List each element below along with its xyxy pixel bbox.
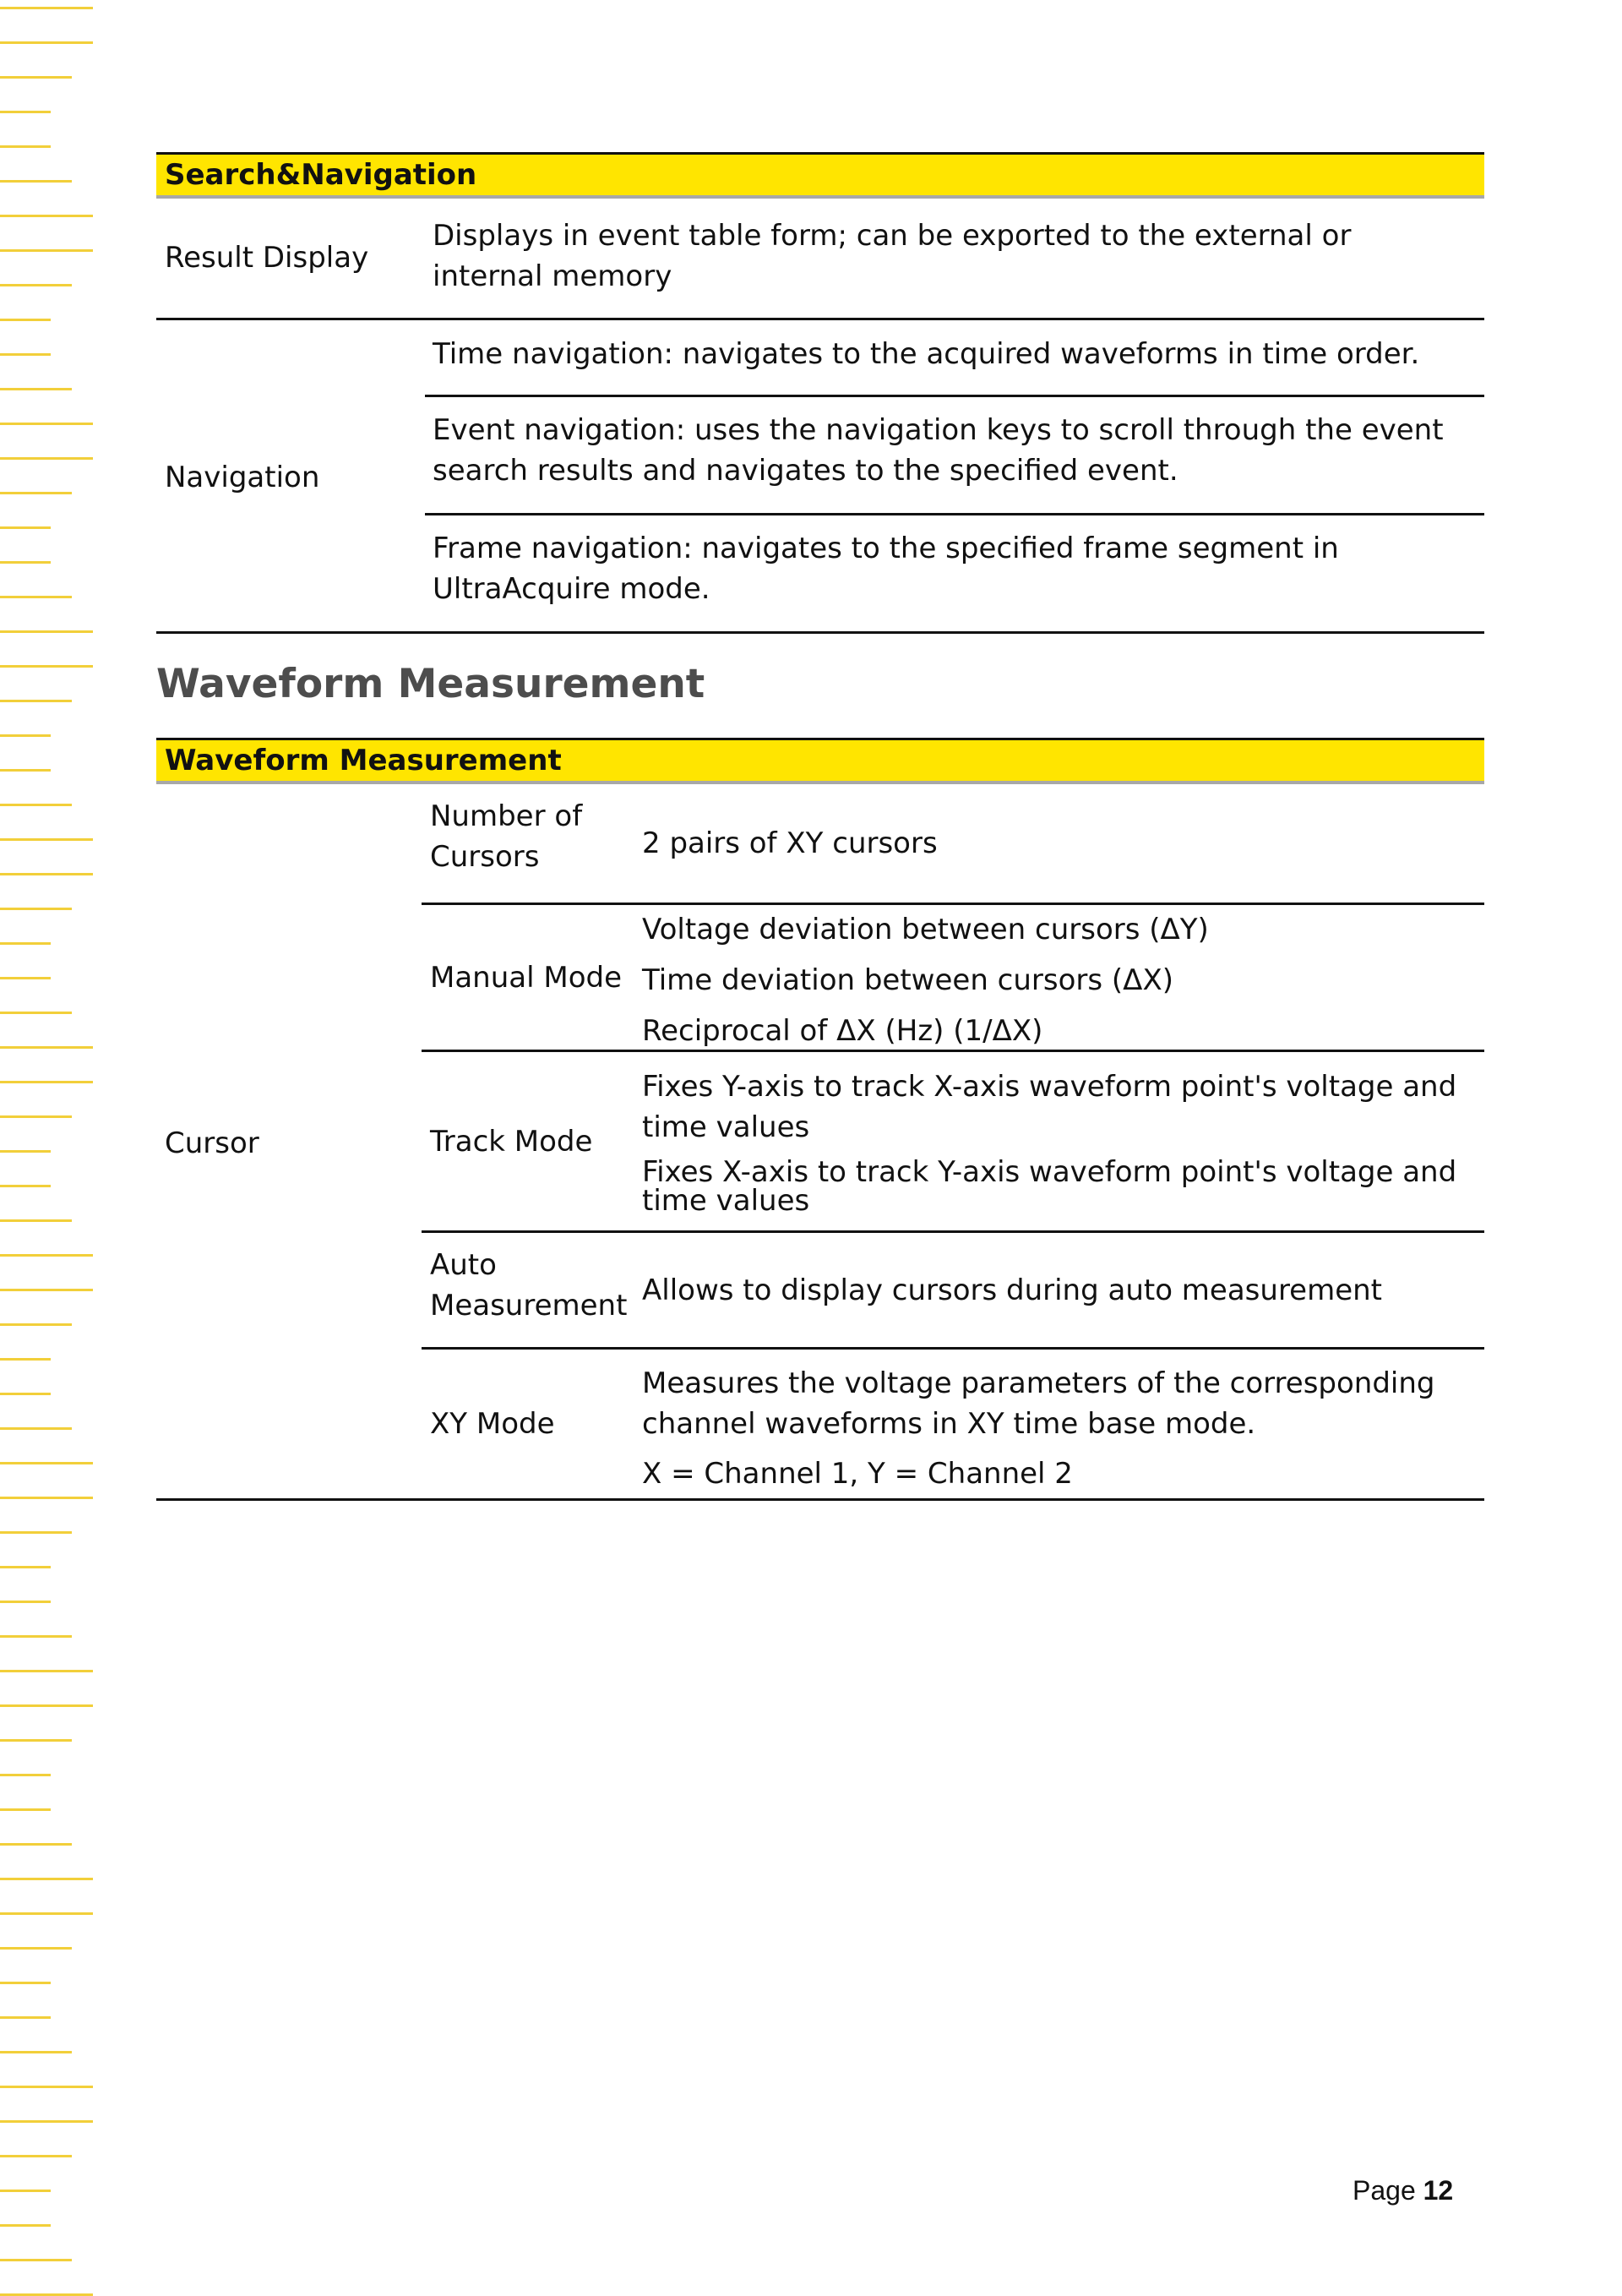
- navigation-label: Navigation: [165, 461, 320, 494]
- side-decoration-line: [0, 76, 72, 79]
- row-divider: [425, 395, 1484, 397]
- side-decoration-line: [0, 665, 93, 668]
- side-decoration-line: [0, 284, 72, 286]
- side-decoration-line: [0, 423, 93, 425]
- table-header: Waveform Measurement: [156, 738, 1484, 784]
- auto-measurement-label: Auto Measurement: [430, 1248, 628, 1323]
- row-divider: [425, 513, 1484, 515]
- search-navigation-body: [156, 199, 1484, 638]
- side-decoration-line: [0, 2086, 93, 2088]
- side-decoration-line: [0, 1601, 51, 1603]
- side-decoration-line: [0, 1427, 72, 1430]
- side-decoration-line: [0, 838, 93, 841]
- section-title: Waveform Measurement: [156, 661, 705, 707]
- number-of-cursors-value: 2 pairs of XY cursors: [642, 826, 938, 860]
- side-decoration-line: [0, 596, 72, 598]
- side-decoration-line: [0, 1947, 72, 1950]
- side-decoration-line: [0, 2120, 93, 2123]
- side-decoration-line: [0, 1704, 93, 1707]
- side-decoration-line: [0, 630, 93, 633]
- xy-mode-label: XY Mode: [430, 1407, 555, 1441]
- side-decoration-line: [0, 319, 51, 321]
- row-divider: [422, 1347, 1484, 1350]
- side-decoration-line: [0, 977, 51, 979]
- side-decoration-line: [0, 1012, 72, 1014]
- side-decoration-line: [0, 1878, 93, 1880]
- page-number: [1353, 2175, 1453, 2206]
- side-decoration-line: [0, 1462, 93, 1464]
- side-decoration-line: [0, 1289, 93, 1291]
- side-decoration-line: [0, 526, 51, 529]
- side-decoration-line: [0, 700, 72, 702]
- result-display-value: Displays in event table form; can be exported to the external or internal memory: [433, 219, 1352, 293]
- side-decoration-line: [0, 1843, 72, 1846]
- xy-mode-value-1: Measures the voltage parameters of the corresponding channel waveforms in XY time base mode.: [642, 1366, 1435, 1441]
- table-bottom-border: [156, 1498, 1484, 1501]
- track-mode-label: Track Mode: [430, 1125, 593, 1159]
- waveform-measurement-table: [156, 738, 1484, 784]
- side-decoration-line: [0, 2155, 72, 2157]
- time-navigation-text: Time navigation: navigates to the acquired waveforms in time order.: [433, 337, 1420, 371]
- side-decoration-line: [0, 1982, 51, 1984]
- side-decoration-line: [0, 561, 51, 564]
- row-divider: [156, 318, 1484, 320]
- side-decoration-line: [0, 1635, 72, 1638]
- event-navigation-text: Event navigation: uses the navigation keys to scroll through the event search results and navigates to the specified event.: [433, 413, 1444, 488]
- side-decoration-line: [0, 769, 51, 772]
- side-decoration-line: [0, 353, 51, 356]
- side-decoration-line: [0, 2190, 51, 2192]
- track-mode-value-1: Fixes Y-axis to track X-axis waveform point's voltage and time values: [642, 1070, 1457, 1144]
- side-decoration-line: [0, 457, 93, 460]
- side-decoration-line: [0, 1046, 93, 1049]
- search-navigation-table: [156, 152, 1484, 199]
- side-decoration-line: [0, 2051, 72, 2053]
- table-bottom-border: [156, 631, 1484, 634]
- side-decoration-line: [0, 1081, 93, 1083]
- side-decoration-line: [0, 1358, 51, 1361]
- side-decoration-line: [0, 804, 72, 806]
- side-decoration-line: [0, 1323, 72, 1326]
- side-decoration-line: [0, 111, 51, 113]
- manual-mode-value-3: Reciprocal of ΔX (Hz) (1/ΔX): [642, 1014, 1043, 1048]
- side-decoration-line: [0, 873, 93, 875]
- side-decoration-line: [0, 2224, 51, 2227]
- side-decoration-line: [0, 1393, 51, 1395]
- frame-navigation-text: Frame navigation: navigates to the specified frame segment in UltraAcquire mode.: [433, 532, 1339, 606]
- side-decoration-line: [0, 388, 72, 390]
- side-decoration-line: [0, 1219, 72, 1222]
- side-decoration-line: [0, 1739, 72, 1742]
- side-decoration: [0, 0, 101, 2294]
- waveform-measurement-body: [156, 784, 1484, 1511]
- side-decoration-line: [0, 908, 72, 910]
- cursor-group-label: Cursor: [165, 1126, 259, 1160]
- side-decoration-line: [0, 492, 72, 494]
- side-decoration-line: [0, 1531, 72, 1534]
- side-decoration-line: [0, 1670, 93, 1672]
- auto-measurement-value: Allows to display cursors during auto measurement: [642, 1273, 1383, 1307]
- side-decoration-line: [0, 1566, 51, 1568]
- manual-mode-label: Manual Mode: [430, 961, 622, 995]
- manual-mode-value-1: Voltage deviation between cursors (ΔY): [642, 913, 1209, 946]
- page-number-value: 12: [1423, 2175, 1454, 2206]
- side-decoration-line: [0, 7, 93, 9]
- side-decoration-line: [0, 1150, 51, 1153]
- xy-mode-value-2: X = Channel 1, Y = Channel 2: [642, 1457, 1073, 1491]
- table-header: Search&Navigation: [156, 152, 1484, 199]
- side-decoration-line: [0, 2016, 51, 2019]
- side-decoration-line: [0, 180, 72, 183]
- side-decoration-line: [0, 734, 51, 737]
- result-display-label: Result Display: [165, 241, 369, 275]
- manual-mode-value-2: Time deviation between cursors (ΔX): [642, 963, 1173, 997]
- side-decoration-line: [0, 1185, 51, 1187]
- side-decoration-line: [0, 1115, 72, 1118]
- side-decoration-line: [0, 1912, 93, 1915]
- side-decoration-line: [0, 145, 51, 148]
- side-decoration-line: [0, 41, 93, 44]
- page-prefix: Page: [1353, 2175, 1416, 2206]
- number-of-cursors-label: Number of Cursors: [430, 799, 583, 874]
- side-decoration-line: [0, 215, 93, 217]
- side-decoration-line: [0, 942, 51, 945]
- side-decoration-line: [0, 1808, 51, 1811]
- side-decoration-line: [0, 1497, 93, 1499]
- side-decoration-line: [0, 249, 93, 252]
- track-mode-value-2: Fixes X-axis to track Y-axis waveform point's voltage and time values: [642, 1155, 1457, 1218]
- side-decoration-line: [0, 1774, 51, 1776]
- side-decoration-line: [0, 1254, 93, 1257]
- side-decoration-line: [0, 2259, 72, 2261]
